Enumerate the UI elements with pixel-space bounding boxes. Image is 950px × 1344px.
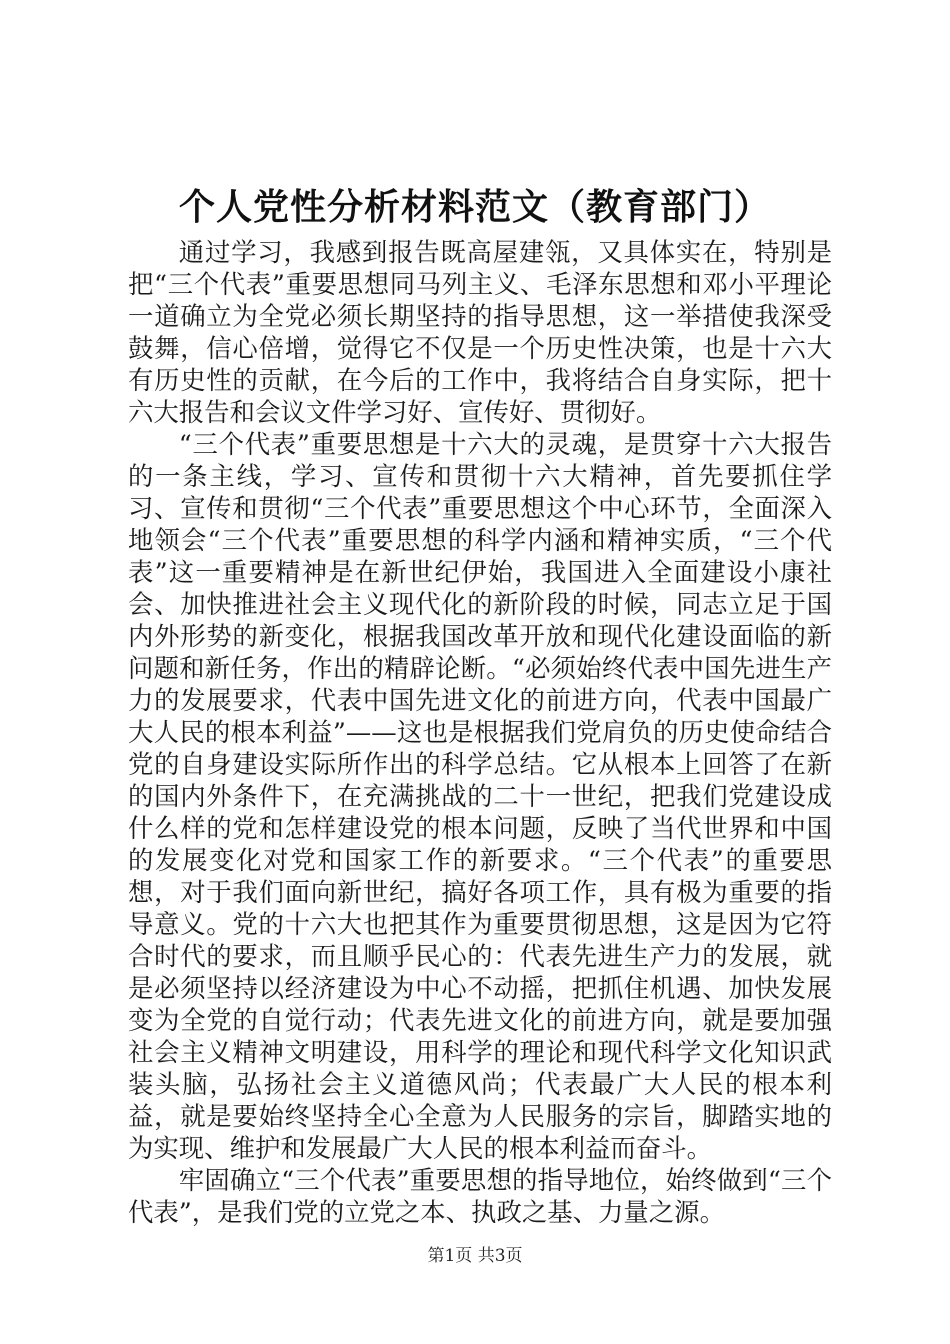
page-number-footer: 第1页 共3页 — [427, 1246, 523, 1266]
document-body — [128, 236, 832, 1228]
document-title: 个人党性分析材料范文（教育部门） — [178, 186, 771, 228]
paragraph-1: 通过学习，我感到报告既高屋建瓴，又具体实在，特别是把“三个代表”重要思想同马列主义、毛泽东思想和邓小平理论一道确立为全党必须长期坚持的指导思想，这一举措使我深受鼓舞，信心倍增，觉得它不仅是一个历史性决策，也是十六大有历史性的贡献，在今后的工作中，我将结合自身实际，把十六大报告和会议文件学习好、宣传好、贯彻好。 — [128, 237, 832, 427]
paragraph-2: “三个代表”重要思想是十六大的灵魂，是贯穿十六大报告的一条主线，学习、宣传和贯彻十六大精神，首先要抓住学习、宣传和贯彻“三个代表”重要思想这个中心环节，全面深入地领会“三个代表”重要思想的科学内涵和精神实质，“三个代表”这一重要精神是在新世纪伊始，我国进入全面建设小康社会、加快推进社会主义现代化的新阶段的时候，同志立足于国内外形势的新变化，根据我国改革开放和现代化建设面临的新问题和新任务，作出的精辟论断。“必须始终代表中国先进生产力的发展要求，代表中国先进文化的前进方向，代表中国最广大人民的根本利益”——这也是根据我们党肩负的历史使命结合党的自身建设实际所作出的科学总结。它从根本上回答了在新的国内外条件下，在充满挑战的二十一世纪，把我们党建设成什么样的党和怎样建设党的根本问题，反映了当代世界和中国的发展变化对党和国家工作的新要求。“三个代表”的重要思想，对于我们面向新世纪，搞好各项工作，具有极为重要的指导意义。党的十六大也把其作为重要贯彻思想，这是因为它符合时代的要求，而且顺乎民心的：代表先进生产力的发展，就是必须坚持以经济建设为中心不动摇，把抓住机遇、加快发展变为全党的自觉行动；代表先进文化的前进方向，就是要加强社会主义精神文明建设，用科学的理论和现代科学文化知识武装头脑，弘扬社会主义道德风尚；代表最广大人民的根本利益，就是要始终坚持全心全意为人民服务的宗旨，脚踏实地的为实现、维护和发展最广大人民的根本利益而奋斗。 — [128, 429, 832, 1163]
paragraph-3: 牢固确立“三个代表”重要思想的指导地位，始终做到“三个代表”，是我们党的立党之本、执政之基、力量之源。 — [128, 1165, 832, 1227]
